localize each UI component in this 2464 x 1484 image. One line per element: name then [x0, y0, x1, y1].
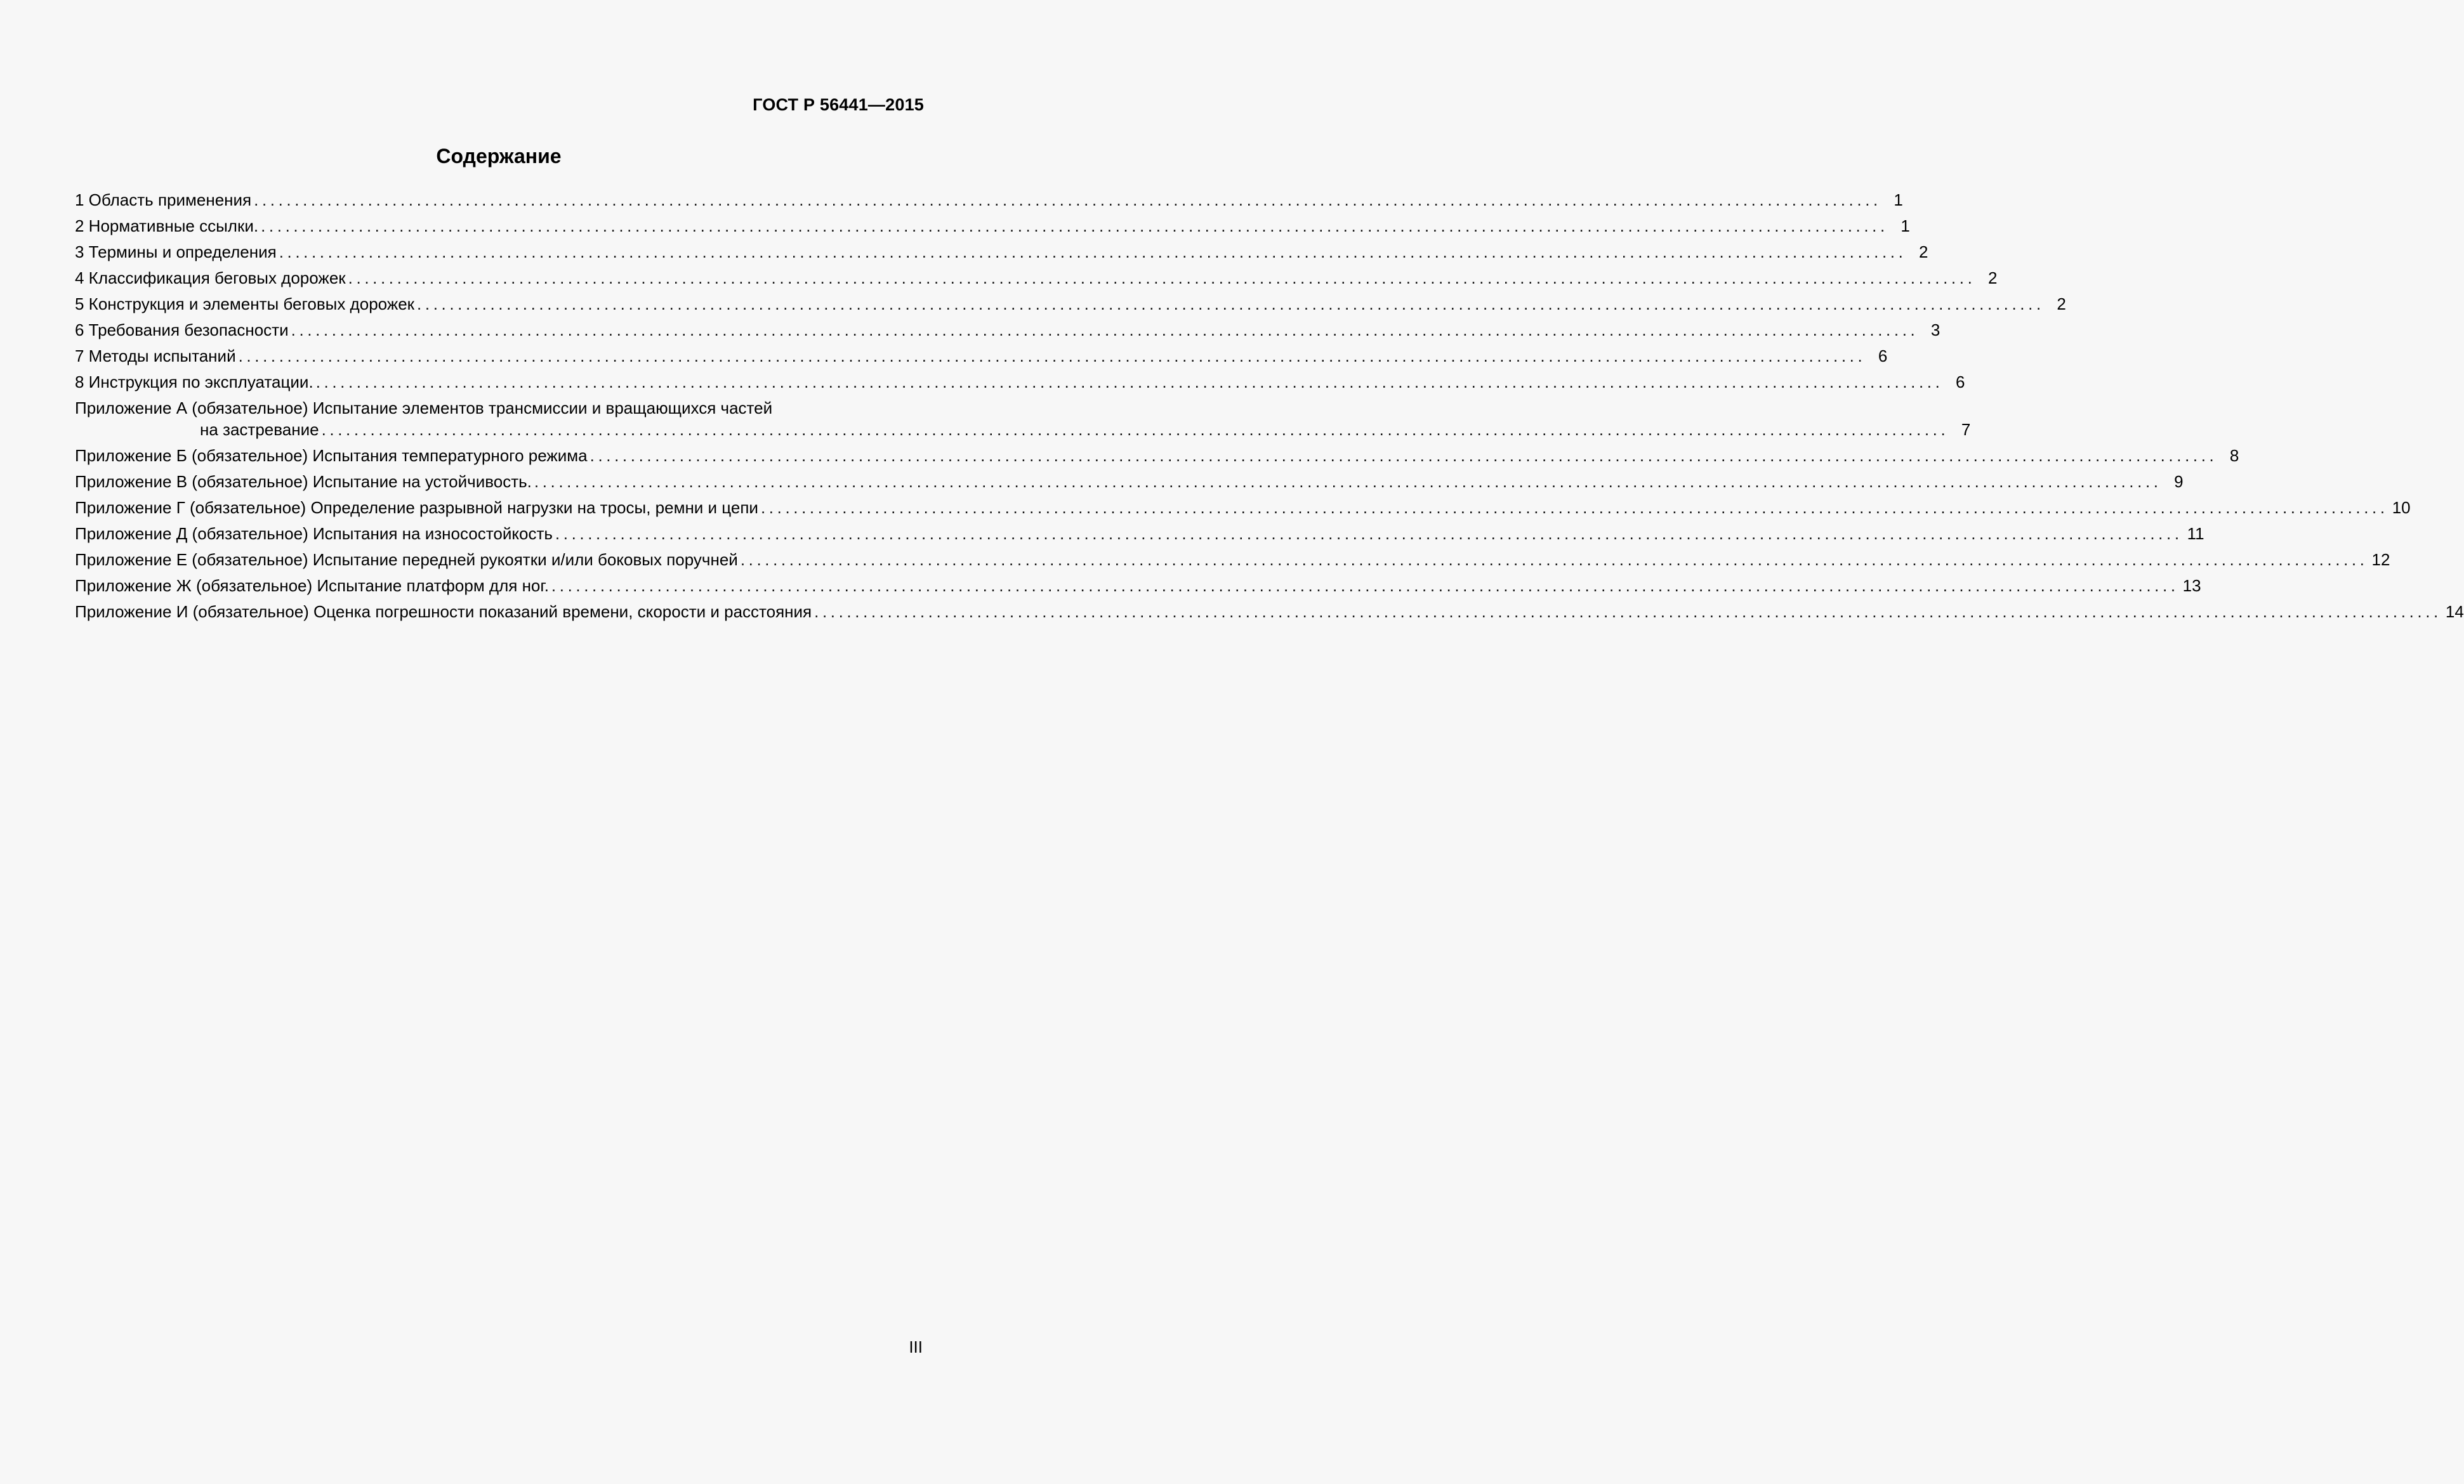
toc-leader-dots: ........................................................................................................................................................................................................	[760, 498, 2388, 517]
toc-leader-dots: ........................................................................................................................................................................................................	[551, 576, 2179, 595]
toc-leader-dots: ........................................................................................................................................................................................................	[315, 372, 1944, 391]
toc-entry-text: 8 Инструкция по эксплуатации.	[75, 372, 313, 391]
toc-entry-text: Приложение Е (обязательное) Испытание передней рукоятки и/или боковых поручней	[75, 550, 738, 569]
toc-entry-page: 9	[2174, 472, 2184, 491]
toc-entry-text: Приложение В (обязательное) Испытание на устойчивость.	[75, 472, 532, 491]
toc-entry-text: 5 Конструкция и элементы беговых дорожек	[75, 294, 415, 313]
toc-entry-page: 14	[2445, 602, 2464, 621]
toc-entry[interactable]	[75, 189, 1903, 215]
toc-entry-page: 6	[1878, 346, 1888, 365]
toc-entry-text: Приложение А (обязательное) Испытание элементов трансмиссии и вращающихся частей	[75, 398, 773, 417]
toc-entry[interactable]	[75, 371, 1965, 397]
toc-entry-page: 2	[1987, 268, 1998, 287]
toc-entry-page: 12	[2371, 550, 2390, 569]
toc-entry-multiline	[75, 397, 1970, 440]
toc-leader-dots: ........................................................................................................................................................................................................	[590, 446, 2218, 465]
toc-entry[interactable]	[75, 345, 1888, 371]
toc-leader-dots: ........................................................................................................................................................................................................	[279, 242, 1907, 261]
toc-entry[interactable]	[75, 601, 2464, 627]
table-of-contents	[75, 189, 2464, 627]
toc-entry[interactable]	[75, 397, 1971, 445]
toc-leader-dots: ........................................................................................................................................................................................................	[321, 420, 1949, 439]
toc-entry[interactable]	[75, 523, 2204, 549]
toc-entry-continuation	[75, 419, 1970, 440]
toc-entry-text: Приложение Д (обязательное) Испытания на износостойкость	[75, 524, 553, 543]
toc-leader-dots: ........................................................................................................................................................................................................	[814, 602, 2442, 621]
toc-leader-dots: ........................................................................................................................................................................................................	[534, 472, 2162, 491]
document-id: ГОСТ Р 56441—2015	[753, 95, 924, 114]
toc-entry-page: 6	[1955, 372, 1965, 391]
footer-page-number: III	[909, 1337, 923, 1356]
toc-entry-page: 3	[1930, 320, 1940, 339]
toc-entry-page: 10	[2392, 498, 2411, 517]
toc-entry-page: 13	[2182, 576, 2201, 595]
toc-entry[interactable]	[75, 241, 1928, 267]
toc-entry-text: 1 Область применения	[75, 190, 252, 209]
toc-leader-dots: ........................................................................................................................................................................................................	[348, 268, 1976, 287]
toc-entry-page: 2	[1918, 242, 1928, 261]
toc-entry[interactable]	[75, 497, 2411, 523]
toc-leader-dots: ........................................................................................................................................................................................................	[555, 524, 2183, 543]
toc-entry-text: Приложение Г (обязательное) Определение разрывной нагрузки на тросы, ремни и цепи	[75, 498, 758, 517]
toc-entry-page: 1	[1894, 190, 1903, 209]
toc-entry-text: Приложение Ж (обязательное) Испытание платформ для ног.	[75, 576, 549, 595]
toc-entry[interactable]	[75, 471, 2184, 497]
toc-entry-text: Приложение Б (обязательное) Испытания температурного режима	[75, 446, 588, 465]
toc-leader-dots: ........................................................................................................................................................................................................	[261, 216, 1888, 235]
toc-leader-dots: ........................................................................................................................................................................................................	[740, 550, 2368, 569]
toc-entry[interactable]	[75, 549, 2390, 575]
toc-entry-text: 2 Нормативные ссылки.	[75, 216, 259, 235]
toc-entry-text: 7 Методы испытаний	[75, 346, 236, 365]
toc-entry[interactable]	[75, 445, 2239, 471]
toc-entry-text-cont: на застревание	[200, 420, 319, 439]
toc-entry[interactable]	[75, 267, 1998, 293]
toc-leader-dots: ........................................................................................................................................................................................................	[238, 346, 1866, 365]
toc-entry-page: 1	[1901, 216, 1910, 235]
toc-entry[interactable]	[75, 319, 1940, 345]
toc-entry-text: 3 Термины и определения	[75, 242, 277, 261]
toc-entry-page: 7	[1961, 420, 1971, 439]
toc-entry-text: 4 Классификация беговых дорожек	[75, 268, 346, 287]
toc-entry-page: 2	[2057, 294, 2066, 313]
toc-entry-text: Приложение И (обязательное) Оценка погрешности показаний времени, скорости и расстояния	[75, 602, 812, 621]
toc-entry[interactable]	[75, 575, 2201, 601]
toc-entry[interactable]	[75, 293, 2066, 319]
toc-leader-dots: ........................................................................................................................................................................................................	[417, 294, 2045, 313]
toc-entry-page: 11	[2187, 524, 2204, 543]
toc-leader-dots: ........................................................................................................................................................................................................	[254, 190, 1881, 209]
toc-leader-dots: ........................................................................................................................................................................................................	[291, 320, 1919, 339]
toc-entry-text: 6 Требования безопасности	[75, 320, 289, 339]
toc-entry-page: 8	[2229, 446, 2239, 465]
toc-title: Содержание	[436, 145, 562, 167]
toc-entry[interactable]	[75, 215, 1910, 241]
